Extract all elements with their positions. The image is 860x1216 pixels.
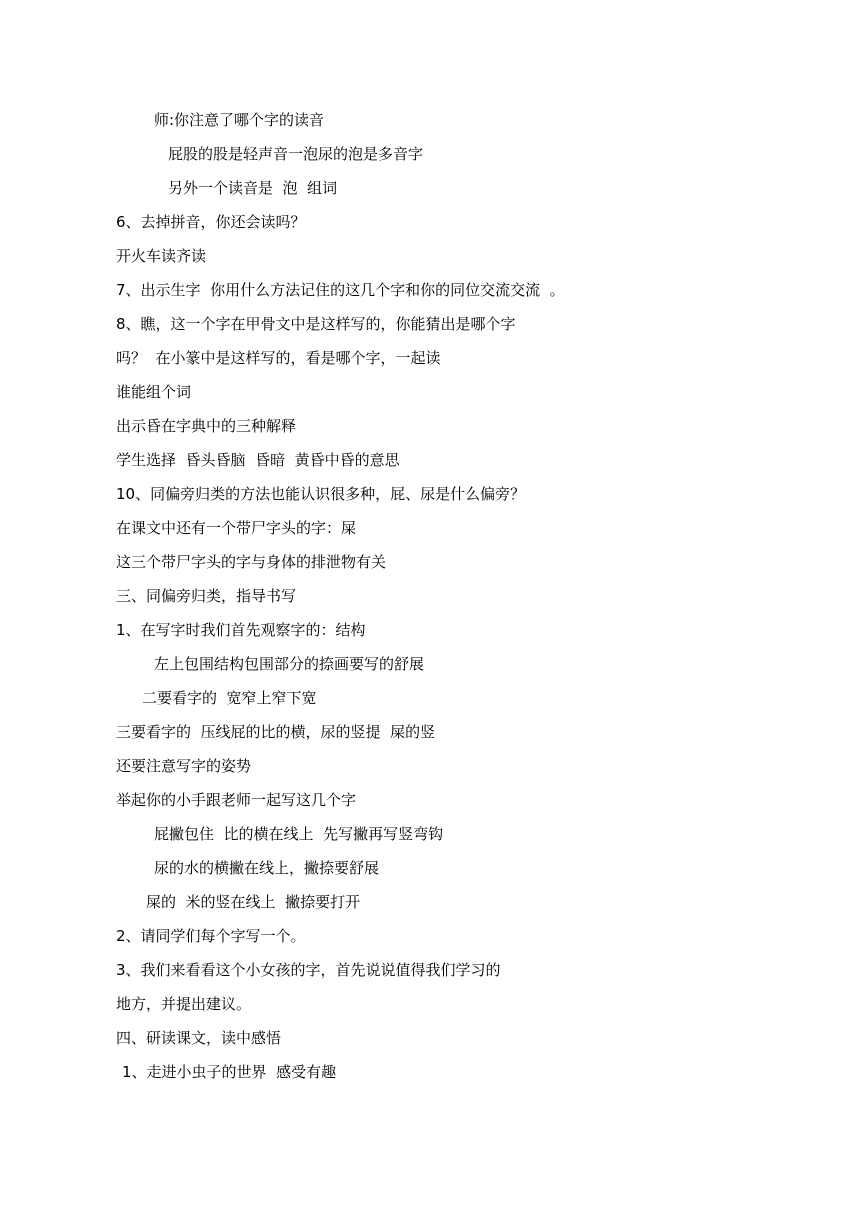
text-line: 举起你的小手跟老师一起写这几个字 xyxy=(116,791,357,809)
text-line: 2、请同学们每个字写一个。 xyxy=(116,927,306,945)
text-line: 6、去掉拼音，你还会读吗？ xyxy=(116,213,306,231)
section-heading: 四、研读课文，读中感悟 xyxy=(116,1029,282,1047)
text-line: 在课文中还有一个带尸字头的字：屎 xyxy=(116,519,357,537)
text-line: 出示昏在字典中的三种解释 xyxy=(116,417,297,435)
text-line: 屁撇包住 比的横在线上 先写撇再写竖弯钩 xyxy=(154,825,444,843)
text-line: 3、我们来看看这个小女孩的字，首先说说值得我们学习的 xyxy=(116,961,501,979)
text-line: 谁能组个词 xyxy=(116,383,192,401)
text-line: 师:你注意了哪个字的读音 xyxy=(154,111,325,129)
text-line: 尿的水的横撇在线上，撇捺要舒展 xyxy=(154,859,380,877)
text-line: 还要注意写字的姿势 xyxy=(116,757,252,775)
text-line: 三要看字的 压线屁的比的横，尿的竖提 屎的竖 xyxy=(116,723,436,741)
text-line: 另外一个读音是 泡 组词 xyxy=(168,179,338,197)
text-line: 1、在写字时我们首先观察字的：结构 xyxy=(116,621,366,639)
text-line: 1、走进小虫子的世界 感受有趣 xyxy=(122,1063,337,1081)
text-line: 学生选择 昏头昏脑 昏暗 黄昏中昏的意思 xyxy=(116,451,400,469)
text-line: 二要看字的 宽窄上窄下宽 xyxy=(142,689,317,707)
section-heading: 三、同偏旁归类，指导书写 xyxy=(116,587,297,605)
text-line: 左上包围结构包围部分的捺画要写的舒展 xyxy=(154,655,425,673)
text-line: 10、同偏旁归类的方法也能认识很多种，屁、尿是什么偏旁？ xyxy=(116,485,526,503)
text-line: 屁股的股是轻声音一泡尿的泡是多音字 xyxy=(168,145,424,163)
text-line: 吗？ 在小篆中是这样写的，看是哪个字，一起读 xyxy=(116,349,441,367)
text-line: 这三个带尸字头的字与身体的排泄物有关 xyxy=(116,553,387,571)
text-line: 屎的 米的竖在线上 撇捺要打开 xyxy=(146,893,361,911)
text-line: 地方，并提出建议。 xyxy=(116,995,252,1013)
text-line: 开火车读齐读 xyxy=(116,247,207,265)
text-line: 7、出示生字 你用什么方法记住的这几个字和你的同位交流交流 。 xyxy=(116,281,565,299)
text-line: 8、瞧，这一个字在甲骨文中是这样写的，你能猜出是哪个字 xyxy=(116,315,516,333)
